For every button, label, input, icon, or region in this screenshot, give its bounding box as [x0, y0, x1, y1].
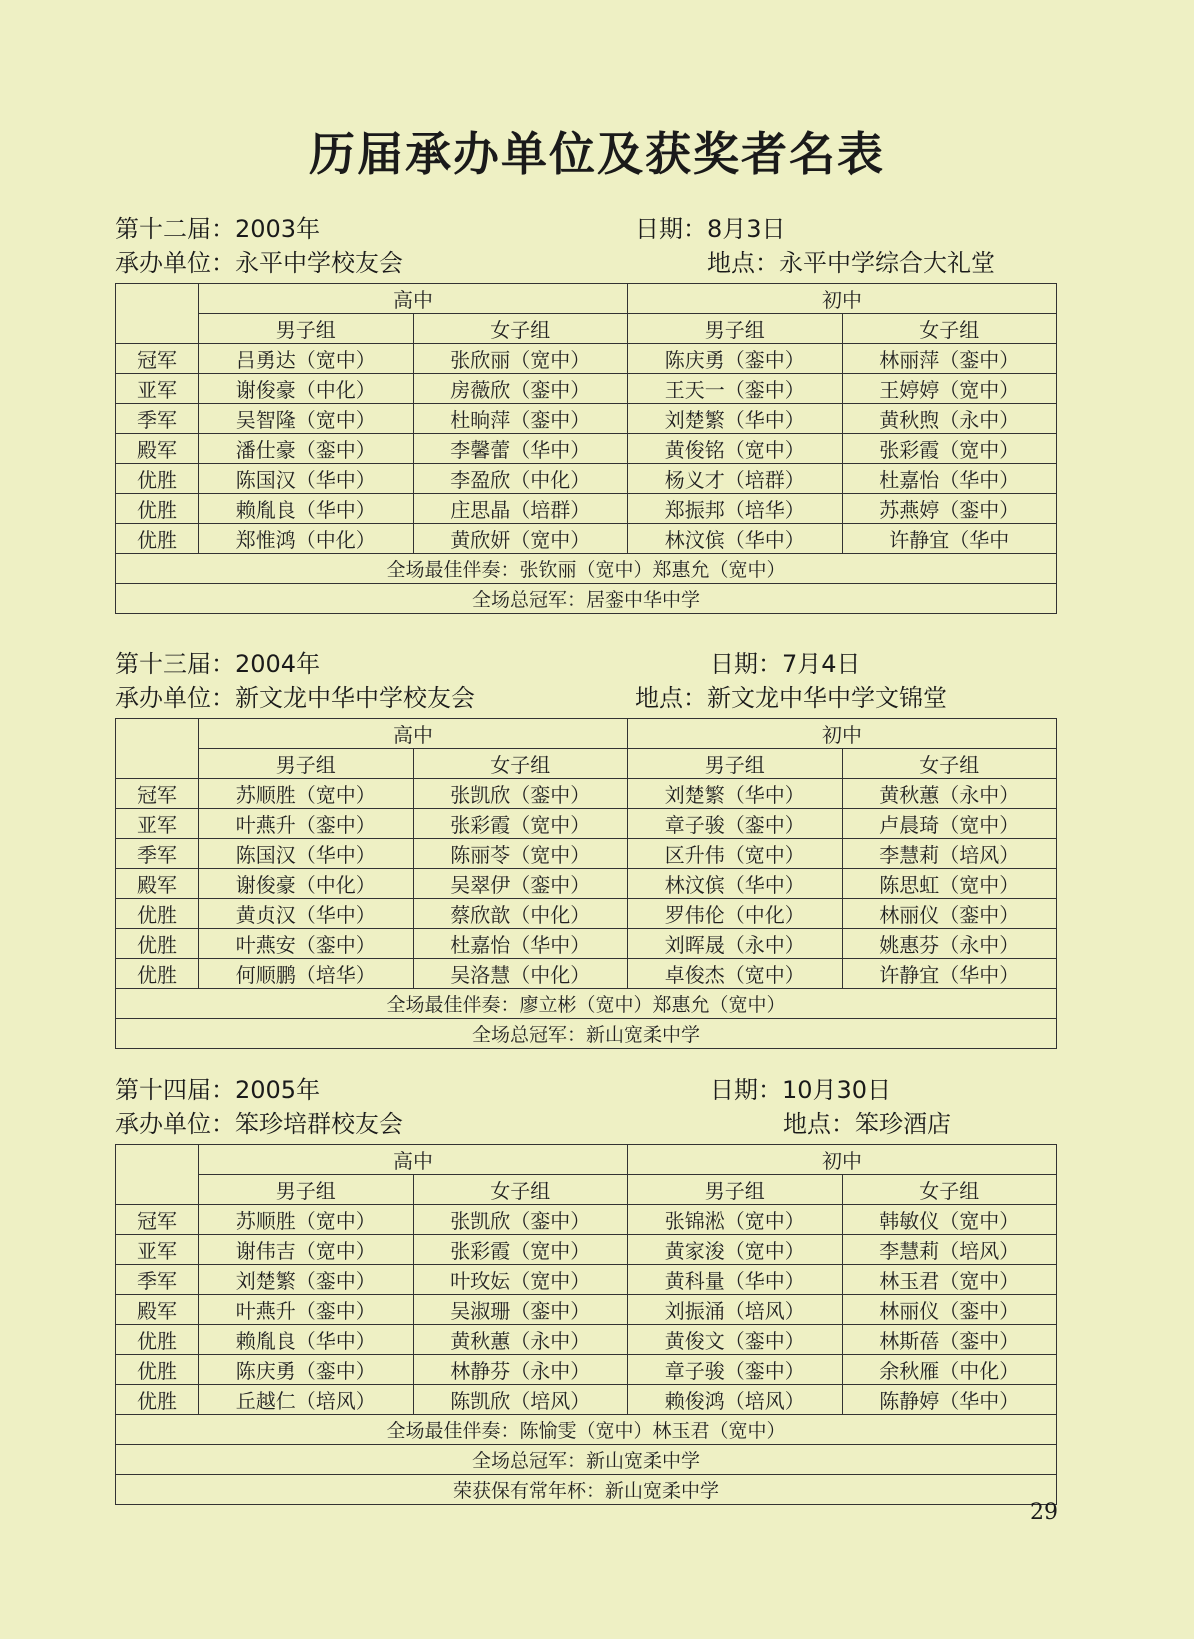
winner-cell: 刘晖晟（永中）: [628, 929, 843, 959]
section-14th: [115, 1068, 1057, 1505]
winner-cell: 罗伟伦（中化）: [628, 899, 843, 929]
winner-cell: 黄欣妍（宽中）: [413, 524, 628, 554]
host-label: 承办单位：笨珍培群校友会: [115, 1110, 403, 1138]
winner-cell: 张凯欣（銮中）: [413, 779, 628, 809]
rank-cell: 亚军: [116, 374, 199, 404]
rank-cell: 殿军: [116, 434, 199, 464]
rank-cell: 优胜: [116, 899, 199, 929]
rank-cell: 优胜: [116, 1325, 199, 1355]
rank-cell: 冠军: [116, 344, 199, 374]
best-accompanist-row: 全场最佳伴奏：陈愉雯（宽中）林玉君（宽中）: [116, 1415, 1057, 1445]
winner-cell: 赖俊鸿（培风）: [628, 1385, 843, 1415]
winner-cell: 刘振涌（培风）: [628, 1295, 843, 1325]
winner-cell: 苏顺胜（宽中）: [199, 1205, 414, 1235]
winner-cell: 林汶傧（华中）: [628, 524, 843, 554]
group-header: 男子组: [199, 314, 414, 344]
winner-cell: 张锦淞（宽中）: [628, 1205, 843, 1235]
rank-cell: 季军: [116, 404, 199, 434]
table-row: [116, 869, 1057, 899]
table-row: [116, 434, 1057, 464]
winner-cell: 黄俊文（銮中）: [628, 1325, 843, 1355]
winner-cell: 吴洛慧（中化）: [413, 959, 628, 989]
winner-cell: 谢伟吉（宽中）: [199, 1235, 414, 1265]
winner-cell: 林丽萍（銮中）: [842, 344, 1057, 374]
host-label: 承办单位：永平中学校友会: [115, 249, 403, 277]
group-header: 男子组: [199, 1175, 414, 1205]
table-row: [116, 1235, 1057, 1265]
table-row: [116, 839, 1057, 869]
date-label: 日期：7月4日: [710, 650, 861, 678]
winner-cell: 刘楚繁（华中）: [628, 779, 843, 809]
perpetual-cup-row: 荣获保有常年杯：新山宽柔中学: [116, 1475, 1057, 1505]
rank-cell: 冠军: [116, 779, 199, 809]
corner-cell: [116, 284, 199, 344]
level-header: 高中: [199, 719, 628, 749]
best-accompanist-row: 全场最佳伴奏：廖立彬（宽中）郑惠允（宽中）: [116, 989, 1057, 1019]
page-number: 29: [1030, 1500, 1058, 1525]
winner-cell: 林静芬（永中）: [413, 1355, 628, 1385]
winner-cell: 叶燕升（銮中）: [199, 1295, 414, 1325]
section-13th: [115, 642, 1057, 1049]
winner-cell: 房薇欣（銮中）: [413, 374, 628, 404]
winner-cell: 卢晨琦（宽中）: [842, 809, 1057, 839]
rank-cell: 优胜: [116, 464, 199, 494]
group-header: 女子组: [842, 1175, 1057, 1205]
edition-label: 第十四届：2005年: [115, 1076, 321, 1104]
winner-cell: 蔡欣歆（中化）: [413, 899, 628, 929]
corner-cell: [116, 719, 199, 779]
rank-cell: 殿军: [116, 1295, 199, 1325]
corner-cell: [116, 1145, 199, 1205]
winner-cell: 韩敏仪（宽中）: [842, 1205, 1057, 1235]
winner-cell: 潘仕豪（銮中）: [199, 434, 414, 464]
winner-cell: 林丽仪（銮中）: [842, 1295, 1057, 1325]
section-header: [115, 1068, 1057, 1144]
rank-cell: 季军: [116, 1265, 199, 1295]
winner-cell: 陈静婷（华中）: [842, 1385, 1057, 1415]
winner-cell: 林斯蓓（銮中）: [842, 1325, 1057, 1355]
winner-cell: 林玉君（宽中）: [842, 1265, 1057, 1295]
winner-cell: 杜嘉怡（华中）: [413, 929, 628, 959]
winner-cell: 区升伟（宽中）: [628, 839, 843, 869]
section-12th: [115, 207, 1057, 614]
winner-cell: 苏顺胜（宽中）: [199, 779, 414, 809]
page-title: 历届承办单位及获奖者名表: [309, 127, 885, 181]
rank-cell: 优胜: [116, 1355, 199, 1385]
winner-cell: 张彩霞（宽中）: [413, 809, 628, 839]
winner-cell: 李盈欣（中化）: [413, 464, 628, 494]
winner-cell: 谢俊豪（中化）: [199, 869, 414, 899]
venue-label: 地点：新文龙中华中学文锦堂: [635, 684, 947, 712]
winner-cell: 陈丽苓（宽中）: [413, 839, 628, 869]
edition-label: 第十二届：2003年: [115, 215, 321, 243]
winner-cell: 黄贞汉（华中）: [199, 899, 414, 929]
group-header: 男子组: [628, 749, 843, 779]
winner-cell: 李馨蕾（华中）: [413, 434, 628, 464]
winner-cell: 许静宜（华中: [842, 524, 1057, 554]
group-header: 男子组: [628, 314, 843, 344]
table-row: [116, 1325, 1057, 1355]
winner-cell: 黄秋煦（永中）: [842, 404, 1057, 434]
winner-cell: 刘楚繁（銮中）: [199, 1265, 414, 1295]
rank-cell: 季军: [116, 839, 199, 869]
table-row: [116, 929, 1057, 959]
winner-cell: 陈国汉（华中）: [199, 839, 414, 869]
rank-cell: 优胜: [116, 524, 199, 554]
rank-cell: 优胜: [116, 929, 199, 959]
overall-champion-row: 全场总冠军：居銮中华中学: [116, 584, 1057, 614]
winner-cell: 王天一（銮中）: [628, 374, 843, 404]
table-row: [116, 524, 1057, 554]
winner-cell: 杨义才（培群）: [628, 464, 843, 494]
group-header: 女子组: [413, 749, 628, 779]
winner-cell: 张凯欣（銮中）: [413, 1205, 628, 1235]
group-header: 女子组: [413, 1175, 628, 1205]
table-row: [116, 404, 1057, 434]
section-header: [115, 207, 1057, 283]
overall-champion-row: 全场总冠军：新山宽柔中学: [116, 1019, 1057, 1049]
table-row: [116, 494, 1057, 524]
winner-cell: 黄秋蕙（永中）: [413, 1325, 628, 1355]
table-row: [116, 1205, 1057, 1235]
date-label: 日期：10月30日: [710, 1076, 892, 1104]
level-header: 高中: [199, 284, 628, 314]
host-label: 承办单位：新文龙中华中学校友会: [115, 684, 475, 712]
winner-cell: 李慧莉（培风）: [842, 1235, 1057, 1265]
table-row: [116, 344, 1057, 374]
winner-cell: 黄俊铭（宽中）: [628, 434, 843, 464]
winner-cell: 庄思晶（培群）: [413, 494, 628, 524]
winner-cell: 郑振邦（培华）: [628, 494, 843, 524]
winner-cell: 陈庆勇（銮中）: [199, 1355, 414, 1385]
results-table: [115, 1144, 1057, 1505]
results-table: [115, 283, 1057, 614]
winner-cell: 刘楚繁（华中）: [628, 404, 843, 434]
table-row: [116, 1355, 1057, 1385]
winner-cell: 吴翠伊（銮中）: [413, 869, 628, 899]
winner-cell: 何顺鹏（培华）: [199, 959, 414, 989]
winner-cell: 吴智隆（宽中）: [199, 404, 414, 434]
winner-cell: 吴淑珊（銮中）: [413, 1295, 628, 1325]
table-row: [116, 809, 1057, 839]
date-label: 日期：8月3日: [635, 215, 786, 243]
winner-cell: 苏燕婷（銮中）: [842, 494, 1057, 524]
group-header: 男子组: [199, 749, 414, 779]
table-row: [116, 374, 1057, 404]
rank-cell: 殿军: [116, 869, 199, 899]
winner-cell: 林汶傧（华中）: [628, 869, 843, 899]
winner-cell: 李慧莉（培风）: [842, 839, 1057, 869]
section-header: [115, 642, 1057, 718]
winner-cell: 赖胤良（华中）: [199, 1325, 414, 1355]
winner-cell: 叶燕升（銮中）: [199, 809, 414, 839]
winner-cell: 余秋雁（中化）: [842, 1355, 1057, 1385]
winner-cell: 陈庆勇（銮中）: [628, 344, 843, 374]
table-row: [116, 1295, 1057, 1325]
winner-cell: 叶燕安（銮中）: [199, 929, 414, 959]
winner-cell: 黄家浚（宽中）: [628, 1235, 843, 1265]
winner-cell: 黄秋蕙（永中）: [842, 779, 1057, 809]
table-row: [116, 464, 1057, 494]
winner-cell: 黄科量（华中）: [628, 1265, 843, 1295]
group-header: 女子组: [842, 749, 1057, 779]
table-row: [116, 959, 1057, 989]
winner-cell: 章子骏（銮中）: [628, 1355, 843, 1385]
winner-cell: 章子骏（銮中）: [628, 809, 843, 839]
table-row: [116, 779, 1057, 809]
table-row: [116, 1385, 1057, 1415]
level-header: 初中: [628, 1145, 1057, 1175]
winner-cell: 郑惟鸿（中化）: [199, 524, 414, 554]
group-header: 男子组: [628, 1175, 843, 1205]
winner-cell: 卓俊杰（宽中）: [628, 959, 843, 989]
winner-cell: 张彩霞（宽中）: [842, 434, 1057, 464]
winner-cell: 杜晌萍（銮中）: [413, 404, 628, 434]
winner-cell: 杜嘉怡（华中）: [842, 464, 1057, 494]
winner-cell: 丘越仁（培风）: [199, 1385, 414, 1415]
group-header: 女子组: [842, 314, 1057, 344]
winner-cell: 张欣丽（宽中）: [413, 344, 628, 374]
rank-cell: 优胜: [116, 494, 199, 524]
rank-cell: 冠军: [116, 1205, 199, 1235]
rank-cell: 亚军: [116, 1235, 199, 1265]
results-table: [115, 718, 1057, 1049]
edition-label: 第十三届：2004年: [115, 650, 321, 678]
level-header: 初中: [628, 719, 1057, 749]
winner-cell: 姚惠芬（永中）: [842, 929, 1057, 959]
winner-cell: 赖胤良（华中）: [199, 494, 414, 524]
table-row: [116, 899, 1057, 929]
best-accompanist-row: 全场最佳伴奏：张钦丽（宽中）郑惠允（宽中）: [116, 554, 1057, 584]
level-header: 高中: [199, 1145, 628, 1175]
rank-cell: 优胜: [116, 959, 199, 989]
winner-cell: 许静宜（华中）: [842, 959, 1057, 989]
winner-cell: 叶玫妘（宽中）: [413, 1265, 628, 1295]
group-header: 女子组: [413, 314, 628, 344]
winner-cell: 陈思虹（宽中）: [842, 869, 1057, 899]
table-row: [116, 1265, 1057, 1295]
venue-label: 地点：永平中学综合大礼堂: [707, 249, 995, 277]
winner-cell: 陈国汉（华中）: [199, 464, 414, 494]
overall-champion-row: 全场总冠军：新山宽柔中学: [116, 1445, 1057, 1475]
winner-cell: 林丽仪（銮中）: [842, 899, 1057, 929]
winner-cell: 张彩霞（宽中）: [413, 1235, 628, 1265]
level-header: 初中: [628, 284, 1057, 314]
winner-cell: 王婷婷（宽中）: [842, 374, 1057, 404]
rank-cell: 优胜: [116, 1385, 199, 1415]
winner-cell: 吕勇达（宽中）: [199, 344, 414, 374]
winner-cell: 陈凯欣（培风）: [413, 1385, 628, 1415]
venue-label: 地点：笨珍酒店: [783, 1110, 951, 1138]
winner-cell: 谢俊豪（中化）: [199, 374, 414, 404]
rank-cell: 亚军: [116, 809, 199, 839]
